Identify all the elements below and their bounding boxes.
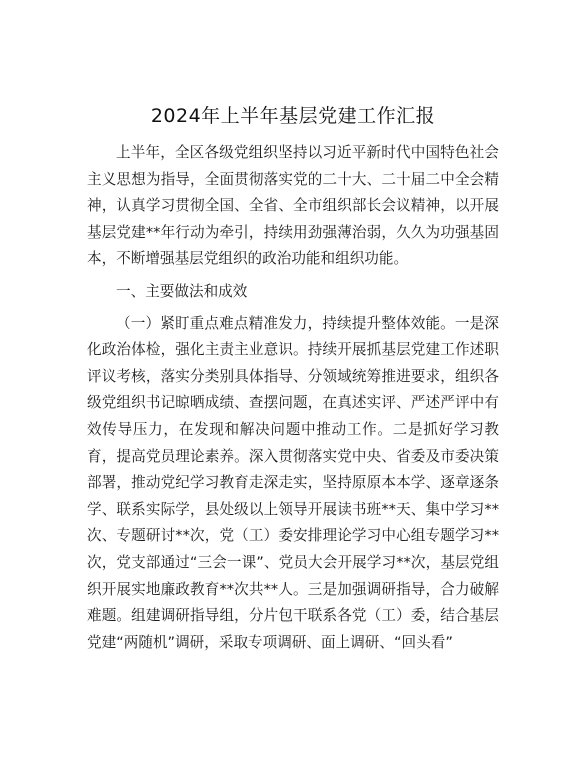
section-paragraph: （一）紧盯重点难点精准发力，持续提升整体效能。一是深化政治体检，强化主责主业意识。持续开展抓基层党建工作述职评议考核，落实分类别具体指导、分领域统筹推进要求，组织各级党组织书记晾晒成绩、查摆问题，在真述实评、严述严评中有效传导压力，在发现和解决问题中推动工作。二是抓好学习教育，提高党员理论素养。深入贯彻落实党中央、省委及市委决策部署，推动党纪学习教育走深走实，坚持原原本本学、逐章逐条学、联系实际学，县处级以上领导开展读书班**天、集中学习**次、专题研讨**次，党（工）委安排理论学习中心组专题学习**次，党支部通过“三会一课”、党员大会开展学习**次，基层党组织开展实地廉政教育**次共**人。三是加强调研指导，合力破解难题。组建调研指导组，分片包干联系各党（工）委，结合基层党建“两随机”调研，采取专项调研、面上调研、“回头看” [87,314,499,651]
intro-paragraph: 上半年，全区各级党组织坚持以习近平新时代中国特色社会主义思想为指导，全面贯彻落实党的二十大、二十届二中全会精神，认真学习贯彻全国、全省、全市组织部长会议精神，以开展基层党建**年行动为牵引，持续用劲强薄治弱，久久为功强基固本，不断增强基层党组织的政治功能和组织功能。 [87,144,499,268]
document-body [87,140,499,656]
document-title: 2024年上半年基层党建工作汇报 [150,105,436,127]
section-heading: 一、主要做法和成效 [116,282,248,300]
